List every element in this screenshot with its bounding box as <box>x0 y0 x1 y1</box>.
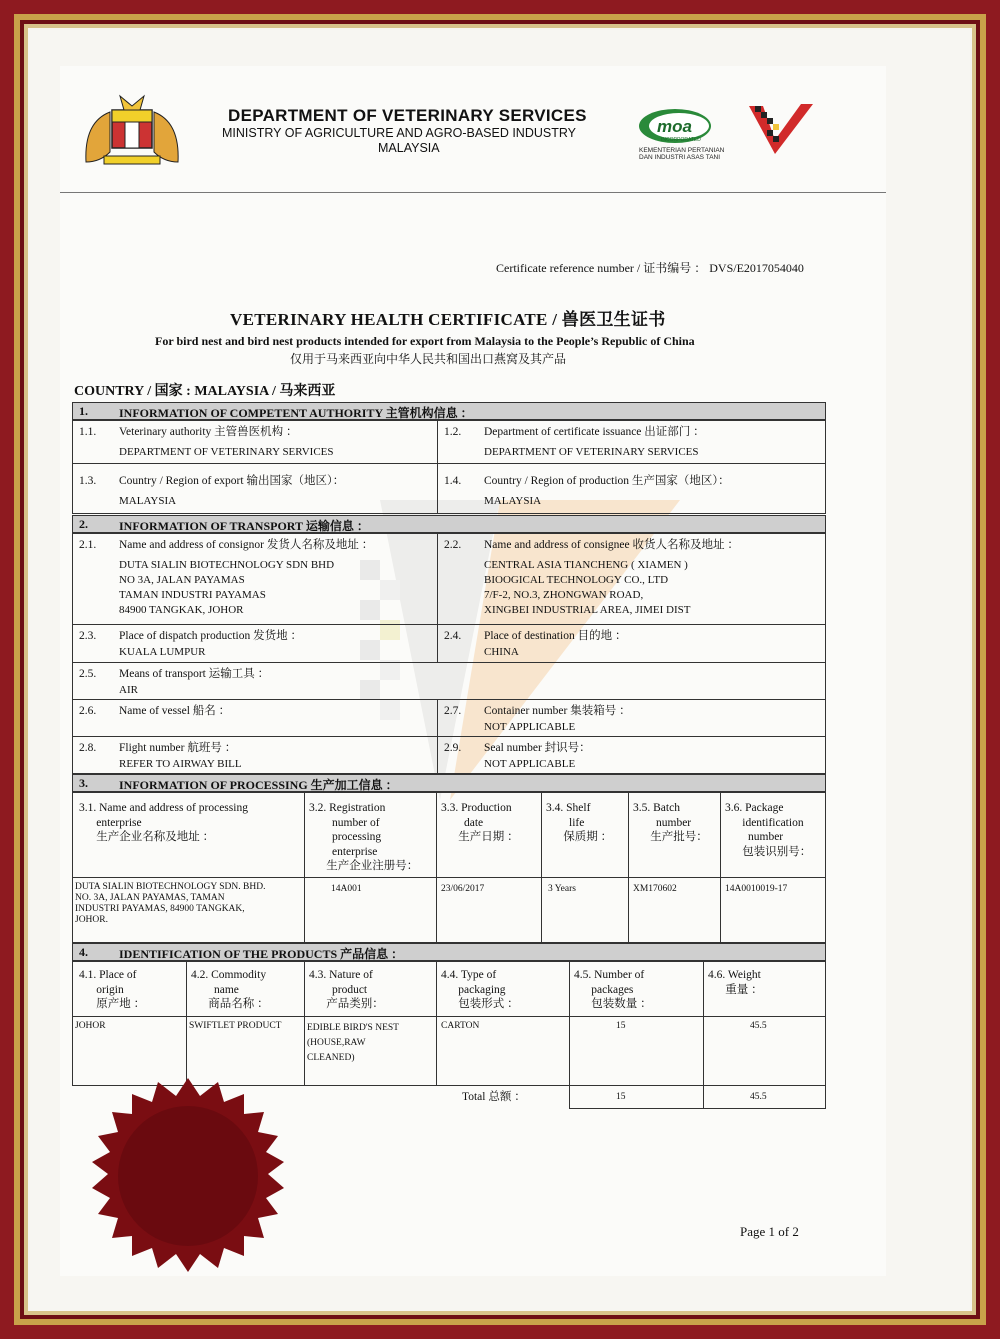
field-number: 2.1. <box>79 539 97 551</box>
field-label: Country / Region of production 生产国家（地区）： <box>484 475 730 487</box>
field-value: DEPARTMENT OF VETERINARY SERVICES <box>484 446 699 458</box>
column-header: 3.2. Registration number of processing enterprise 生产企业注册号： <box>309 802 419 872</box>
section-number: 3. <box>79 776 88 790</box>
processing-header-cell <box>720 792 826 878</box>
field-2-5 <box>72 662 826 700</box>
field-value: DEPARTMENT OF VETERINARY SERVICES <box>119 446 334 458</box>
veterinary-logo-icon <box>745 100 817 158</box>
cell-value: EDIBLE BIRD'S NEST (HOUSE,RAW CLEANED) <box>307 1023 399 1063</box>
field-2-4 <box>437 624 826 663</box>
section-number: 2. <box>79 517 88 531</box>
field-2-6 <box>72 699 438 737</box>
field-label: Veterinary authority 主管兽医机构 ： <box>119 426 298 438</box>
column-header: 4.2. Commodity name 商品名称 ： <box>191 969 269 1010</box>
column-header: 4.6. Weight 重量 ： <box>708 969 763 996</box>
header-divider <box>60 192 886 193</box>
field-number: 2.8. <box>79 742 97 754</box>
field-number: 2.3. <box>79 630 97 642</box>
field-label: Name of vessel 船名 ： <box>119 705 231 717</box>
section-title: INFORMATION OF COMPETENT AUTHORITY 主管机构信息 ： <box>119 406 473 420</box>
cell-value: 15 <box>616 1021 626 1031</box>
cell-value: 45.5 <box>750 1021 767 1031</box>
processing-header-cell <box>304 792 437 878</box>
column-header: 3.3. Production date 生产日期 ： <box>441 802 519 843</box>
field-2-2 <box>437 533 826 625</box>
field-value: REFER TO AIRWAY BILL <box>119 758 242 770</box>
address-line: NO 3A, JALAN PAYAMAS <box>119 574 245 586</box>
field-2-1 <box>72 533 438 625</box>
processing-header-cell <box>541 792 629 878</box>
table-cell <box>72 877 305 943</box>
address-line: DUTA SIALIN BIOTECHNOLOGY SDN BHD <box>119 559 335 571</box>
cell-value: JOHOR <box>75 1021 106 1031</box>
products-header-cell <box>72 961 187 1017</box>
field-value: NOT APPLICABLE <box>484 758 576 770</box>
field-1-2 <box>437 420 826 464</box>
certificate-title: VETERINARY HEALTH CERTIFICATE / 兽医卫生证书 <box>230 310 666 329</box>
section-4-header <box>72 943 826 961</box>
field-label: Seal number 封识号： <box>484 742 591 754</box>
column-header: 4.4. Type of packaging 包装形式 ： <box>441 969 519 1010</box>
field-value: MALAYSIA <box>119 495 177 507</box>
cell-value: CARTON <box>441 1021 480 1031</box>
section-number: 4. <box>79 945 88 959</box>
field-label: Name and address of consignee 收货人名称及地址 ： <box>484 539 739 551</box>
cell-value: DUTA SIALIN BIOTECHNOLOGY SDN. BHD. NO. 3A, JALAN PAYAMAS, TAMAN INDUSTRI PAYAMAS, 84900 TANGKAK, JOHOR. <box>75 882 266 925</box>
ministry-name: MINISTRY OF AGRICULTURE AND AGRO-BASED INDUSTRY <box>222 126 576 140</box>
table-cell <box>304 1016 437 1086</box>
table-cell <box>720 877 826 943</box>
table-cell <box>436 1016 570 1086</box>
field-label: Country / Region of export 输出国家（地区）： <box>119 475 345 487</box>
field-number: 2.7. <box>444 705 462 717</box>
field-value: NOT APPLICABLE <box>484 721 576 733</box>
moa-caption-2: DAN INDUSTRI ASAS TANI <box>639 154 721 161</box>
field-number: 2.4. <box>444 630 462 642</box>
table-cell <box>541 877 629 943</box>
table-cell <box>628 877 721 943</box>
column-header: 3.4. Shelf life 保质期 ： <box>546 802 613 843</box>
red-seal-icon <box>88 1076 288 1276</box>
field-label: Place of dispatch production 发货地 ： <box>119 630 303 642</box>
header-country: MALAYSIA <box>378 141 440 155</box>
moa-brand: moa <box>657 117 692 136</box>
table-cell <box>703 1016 826 1086</box>
moa-caption-1: KEMENTERIAN PERTANIAN <box>639 147 725 154</box>
field-number: 1.3. <box>79 475 97 487</box>
total-packages-cell <box>569 1085 704 1109</box>
field-number: 1.2. <box>444 426 462 438</box>
column-header: 3.6. Package identification number 包装识别号： <box>725 802 812 858</box>
processing-header-cell <box>72 792 305 878</box>
section-2-header <box>72 515 826 533</box>
certificate-subtitle-cn: 仅用于马来西亚向中华人民共和国出口燕窝及其产品 <box>290 352 567 366</box>
field-label: Flight number 航班号 ： <box>119 742 237 754</box>
column-header: 3.1. Name and address of processing enterprise 生产企业名称及地址 ： <box>79 802 248 843</box>
field-label: Means of transport 运输工具 ： <box>119 668 270 680</box>
field-value: KUALA LUMPUR <box>119 646 206 658</box>
cell-value: 3 Years <box>548 884 576 894</box>
department-title: DEPARTMENT OF VETERINARY SERVICES <box>228 106 587 125</box>
address-line: XINGBEI INDUSTRIAL AREA, JIMEI DIST <box>484 604 691 616</box>
total-weight-cell <box>703 1085 826 1109</box>
column-header: 4.3. Nature of product 产品类别： <box>309 969 384 1010</box>
section-number: 1. <box>79 404 88 418</box>
field-2-7 <box>437 699 826 737</box>
field-label: Name and address of consignor 发货人名称及地址 ： <box>119 539 374 551</box>
field-number: 1.1. <box>79 426 97 438</box>
total-label: Total 总额 ： <box>462 1091 526 1103</box>
processing-header-cell <box>628 792 721 878</box>
products-header-cell <box>703 961 826 1017</box>
products-header-cell <box>436 961 570 1017</box>
column-header: 4.5. Number of packages 包装数量 ： <box>574 969 652 1010</box>
section-title: INFORMATION OF PROCESSING 生产加工信息 ： <box>119 778 398 792</box>
products-header-cell <box>186 961 305 1017</box>
field-2-3 <box>72 624 438 663</box>
field-2-9 <box>437 736 826 774</box>
column-header: 3.5. Batch number 生产批号： <box>633 802 708 843</box>
moa-logo-icon <box>635 104 725 162</box>
section-3-header <box>72 774 826 792</box>
field-number: 2.2. <box>444 539 462 551</box>
field-label: Container number 集装箱号 ： <box>484 705 631 717</box>
address-line: 7/F-2, NO.3, ZHONGWAN ROAD, <box>484 589 644 601</box>
field-number: 1.4. <box>444 475 462 487</box>
section-1-header <box>72 402 826 420</box>
total-weight: 45.5 <box>750 1092 767 1102</box>
products-header-cell <box>304 961 437 1017</box>
field-1-1 <box>72 420 438 464</box>
address-line: BIOOGICAL TECHNOLOGY CO., LTD <box>484 574 669 586</box>
field-value: MALAYSIA <box>484 495 542 507</box>
cell-value: 14A001 <box>331 884 362 894</box>
consignee-address <box>484 558 690 618</box>
certificate-reference: Certificate reference number / 证书编号 ： DVS/E2017054040 <box>496 261 804 275</box>
total-packages: 15 <box>616 1092 626 1102</box>
country-line: COUNTRY / 国家 : MALAYSIA / 马来西亚 <box>74 384 336 399</box>
field-number: 2.6. <box>79 705 97 717</box>
section-title: INFORMATION OF TRANSPORT 运输信息 ： <box>119 519 369 533</box>
cell-value: SWIFTLET PRODUCT <box>189 1021 282 1031</box>
section-title: IDENTIFICATION OF THE PRODUCTS 产品信息 ： <box>119 947 404 961</box>
field-2-8 <box>72 736 438 774</box>
address-line: 84900 TANGKAK, JOHOR <box>119 604 244 616</box>
address-line: CENTRAL ASIA TIANCHENG ( XIAMEN ) <box>484 559 688 571</box>
table-cell <box>436 877 542 943</box>
cell-value: XM170602 <box>633 884 677 894</box>
field-label: Place of destination 目的地 ： <box>484 630 627 642</box>
field-value: CHINA <box>484 646 519 658</box>
field-label: Department of certificate issuance 出证部门 ： <box>484 426 705 438</box>
table-cell <box>304 877 437 943</box>
table-cell <box>569 1016 704 1086</box>
field-number: 2.9. <box>444 742 462 754</box>
field-1-3 <box>72 463 438 514</box>
field-number: 2.5. <box>79 668 97 680</box>
processing-header-cell <box>436 792 542 878</box>
products-header-cell <box>569 961 704 1017</box>
malaysia-coat-of-arms-icon <box>80 92 184 170</box>
page-number: Page 1 of 2 <box>740 1224 799 1239</box>
moa-incorporated: INCORPORATED <box>661 137 701 143</box>
field-value: AIR <box>119 684 138 696</box>
cell-value: 14A0010019-17 <box>725 884 788 894</box>
certificate-subtitle-en: For bird nest and bird nest products intended for export from Malaysia to the People’s Republic of China <box>155 334 695 348</box>
column-header: 4.1. Place of origin 原产地 ： <box>79 969 146 1010</box>
consignor-address <box>119 558 334 618</box>
address-line: TAMAN INDUSTRI PAYAMAS <box>119 589 266 601</box>
field-1-4 <box>437 463 826 514</box>
total-label-cell <box>436 1085 570 1109</box>
cell-value: 23/06/2017 <box>441 884 485 894</box>
